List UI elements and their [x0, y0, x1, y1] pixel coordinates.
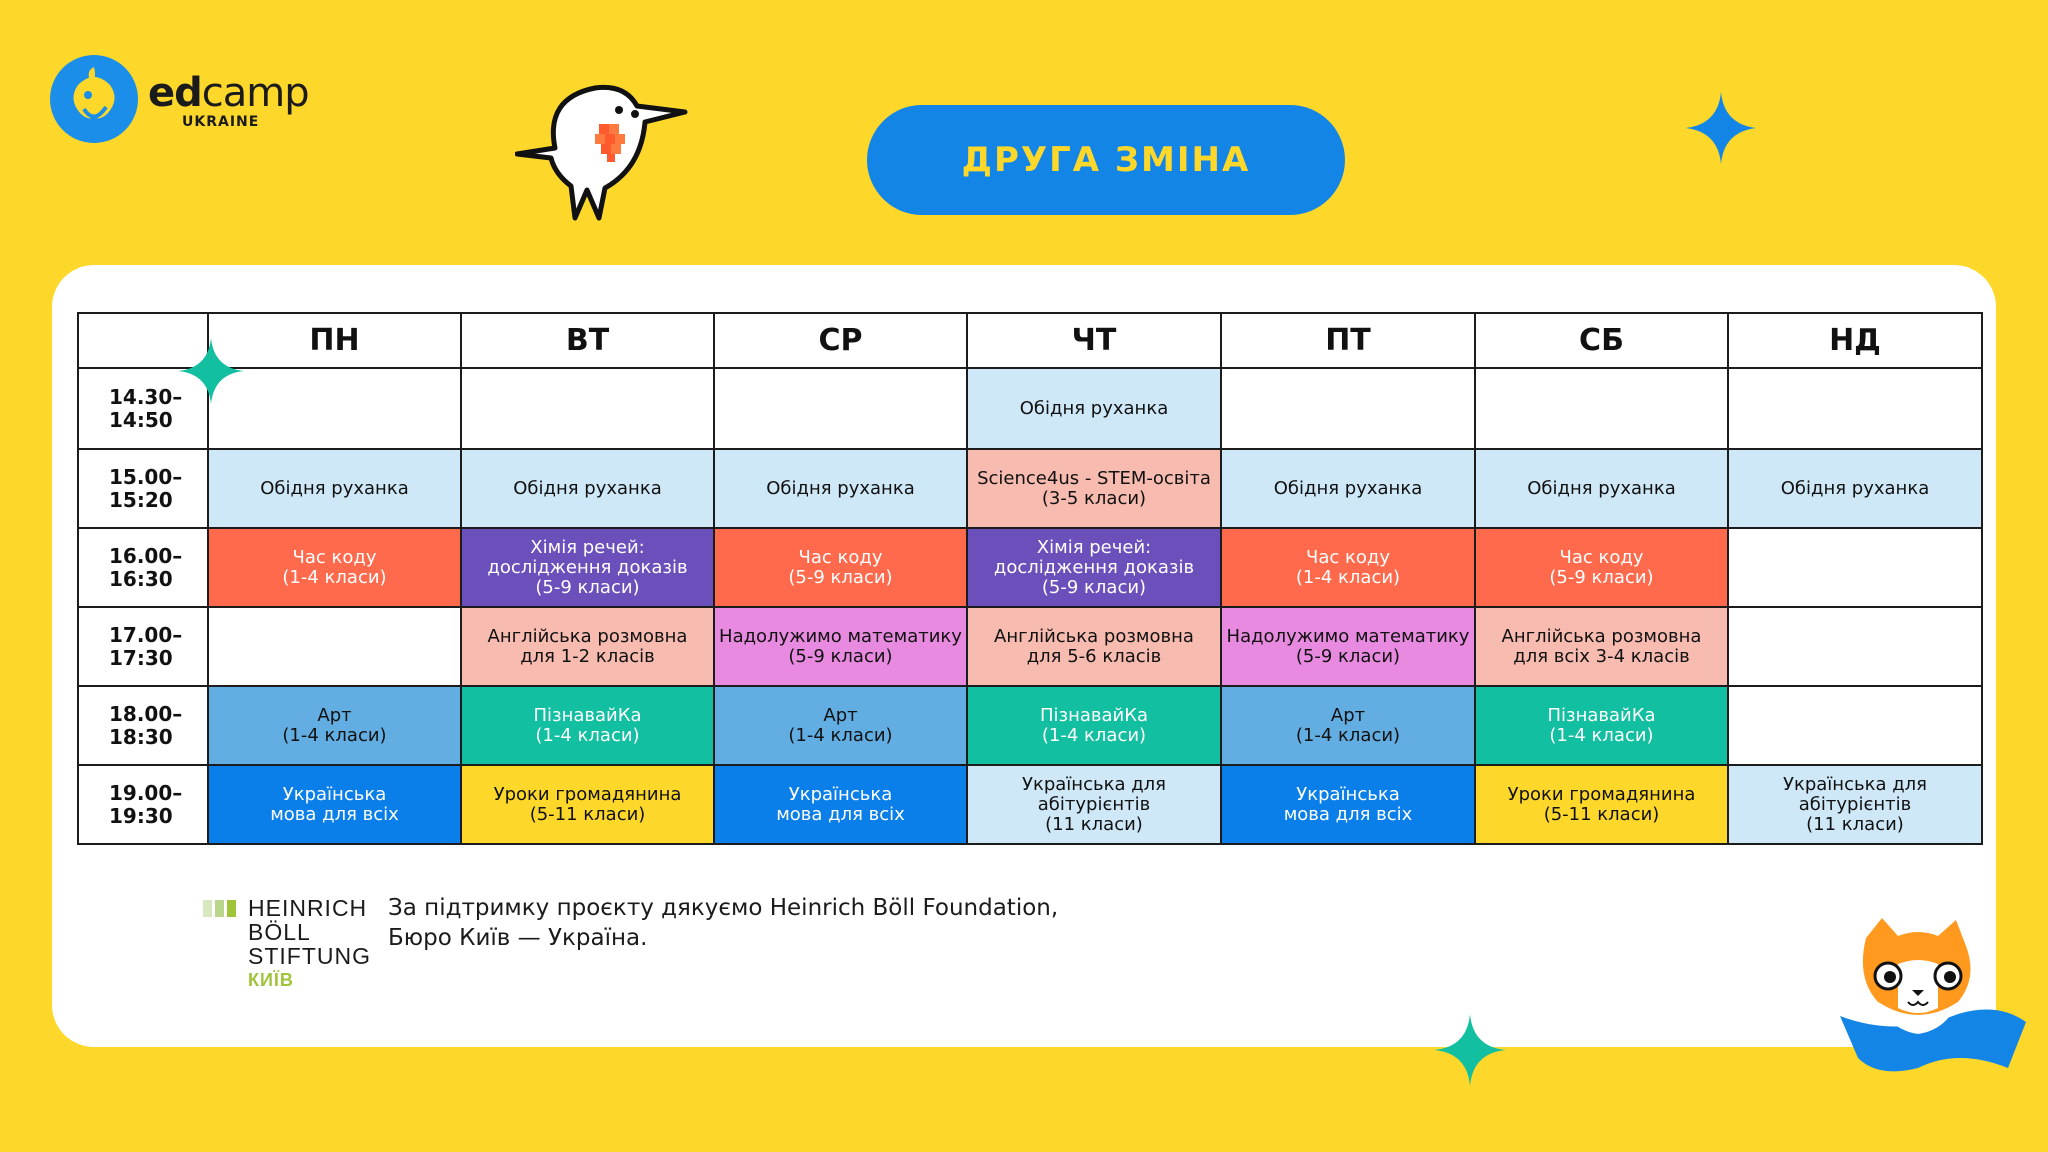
schedule-row — [78, 528, 1982, 607]
activity-cell: Українська для абітурієнтів (11 класи) — [967, 765, 1221, 844]
sparkle-star-icon — [178, 338, 244, 404]
activity-cell: ПізнавайКа (1-4 класи) — [1475, 686, 1728, 765]
sponsor-thanks-text: За підтримку проєкту дякуємо Heinrich Böll Foundation, Бюро Київ — Україна. — [388, 895, 1059, 951]
activity-cell: Українська мова для всіх — [714, 765, 967, 844]
activity-cell: Арт (1-4 класи) — [208, 686, 461, 765]
day-header: ПН — [208, 313, 461, 368]
day-header: ЧТ — [967, 313, 1221, 368]
schedule-table — [77, 312, 1983, 845]
schedule-row — [78, 368, 1982, 449]
activity-cell: Обідня руханка — [1221, 449, 1475, 528]
activity-cell: Уроки громадянина (5-11 класи) — [461, 765, 714, 844]
activity-cell: Хімія речей: дослідження доказів (5-9 класи) — [967, 528, 1221, 607]
activity-cell: Арт (1-4 класи) — [1221, 686, 1475, 765]
activity-cell: Обідня руханка — [1728, 449, 1982, 528]
logo-subtitle: UKRAINE — [182, 114, 260, 130]
edcamp-logo-icon — [50, 55, 138, 143]
schedule-row — [78, 449, 1982, 528]
time-slot-cell: 16.00– 16:30 — [78, 528, 208, 607]
activity-cell: Обідня руханка — [208, 449, 461, 528]
day-header: СБ — [1475, 313, 1728, 368]
activity-cell: Надолужимо математику (5-9 класи) — [1221, 607, 1475, 686]
empty-cell — [714, 368, 967, 449]
empty-cell — [1728, 607, 1982, 686]
activity-cell: Science4us - STEM-освіта (3-5 класи) — [967, 449, 1221, 528]
sponsor-logo — [248, 896, 371, 992]
schedule-row — [78, 765, 1982, 844]
activity-cell: ПізнавайКа (1-4 класи) — [967, 686, 1221, 765]
day-header: ВТ — [461, 313, 714, 368]
day-header: НД — [1728, 313, 1982, 368]
activity-cell: Обідня руханка — [967, 368, 1221, 449]
sponsor-logo-line: STIFTUNG — [248, 943, 371, 969]
time-slot-cell: 19.00– 19:30 — [78, 765, 208, 844]
empty-cell — [1728, 368, 1982, 449]
activity-cell: Обідня руханка — [1475, 449, 1728, 528]
empty-cell — [1475, 368, 1728, 449]
sponsor-logo-line: BÖLL — [248, 919, 311, 945]
time-slot-cell: 18.00– 18:30 — [78, 686, 208, 765]
time-slot-cell: 17.00– 17:30 — [78, 607, 208, 686]
activity-cell: Час коду (1-4 класи) — [208, 528, 461, 607]
activity-cell: Англійська розмовна для 5-6 класів — [967, 607, 1221, 686]
activity-cell: Українська для абітурієнтів (11 класи) — [1728, 765, 1982, 844]
activity-cell: Арт (1-4 класи) — [714, 686, 967, 765]
shift-title-pill: ДРУГА ЗМІНА — [867, 105, 1345, 215]
empty-cell — [208, 368, 461, 449]
empty-cell — [208, 607, 461, 686]
cat-mascot-icon — [1838, 918, 2028, 1082]
sparkle-star-icon — [1434, 1014, 1506, 1086]
activity-cell: Хімія речей: дослідження доказів (5-9 класи) — [461, 528, 714, 607]
time-slot-cell: 15.00– 15:20 — [78, 449, 208, 528]
day-header-row — [78, 313, 1982, 368]
sponsor-logo-line: HEINRICH — [248, 895, 368, 921]
activity-cell: Українська мова для всіх — [1221, 765, 1475, 844]
bird-mascot-icon — [515, 78, 695, 232]
activity-cell: Надолужимо математику (5-9 класи) — [714, 607, 967, 686]
empty-cell — [1728, 686, 1982, 765]
activity-cell: Англійська розмовна для всіх 3-4 класів — [1475, 607, 1728, 686]
activity-cell: Обідня руханка — [461, 449, 714, 528]
day-header: ПТ — [1221, 313, 1475, 368]
activity-cell: ПізнавайКа (1-4 класи) — [461, 686, 714, 765]
activity-cell: Час коду (1-4 класи) — [1221, 528, 1475, 607]
sparkle-star-icon — [1686, 92, 1756, 164]
activity-cell: Час коду (5-9 класи) — [1475, 528, 1728, 607]
empty-cell — [461, 368, 714, 449]
activity-cell: Обідня руханка — [714, 449, 967, 528]
schedule-row — [78, 686, 1982, 765]
activity-cell: Англійська розмовна для 1-2 класів — [461, 607, 714, 686]
schedule-row — [78, 607, 1982, 686]
activity-cell: Уроки громадянина (5-11 класи) — [1475, 765, 1728, 844]
activity-cell: Час коду (5-9 класи) — [714, 528, 967, 607]
empty-cell — [1221, 368, 1475, 449]
day-header: СР — [714, 313, 967, 368]
time-slot-cell: 14.30– 14:50 — [78, 368, 208, 449]
empty-cell — [1728, 528, 1982, 607]
activity-cell: Українська мова для всіх — [208, 765, 461, 844]
sponsor-logo-city: КИЇВ — [248, 970, 294, 990]
logo-wordmark: edcamp — [148, 70, 309, 116]
hbs-logo-bars-icon — [203, 900, 236, 917]
